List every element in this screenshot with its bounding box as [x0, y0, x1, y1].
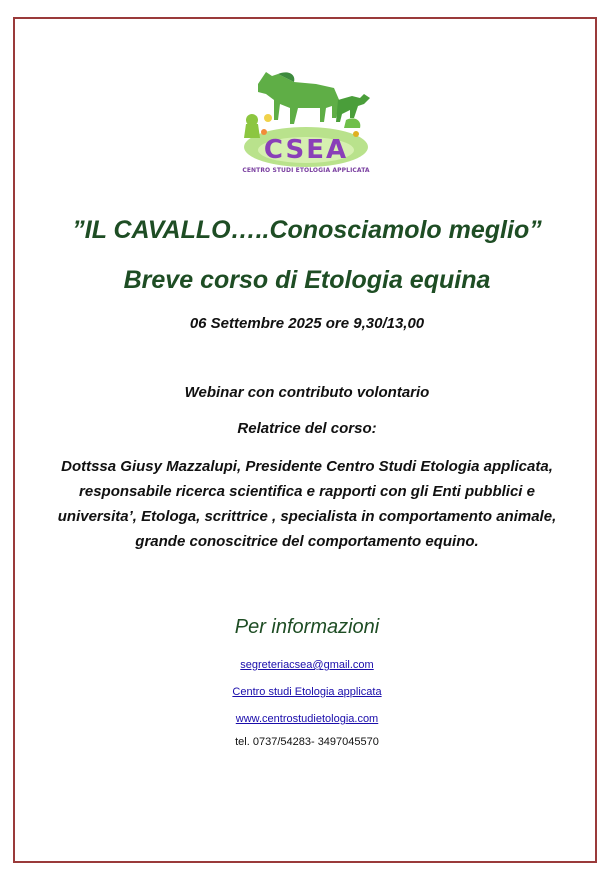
- dog-icon: [336, 94, 370, 122]
- logo-subtitle: CENTRO STUDI ETOLOGIA APPLICATA: [242, 167, 370, 174]
- speaker-bio: Dottssa Giusy Mazzalupi, Presidente Centro Studi Etologia applicata, responsabile ricerca scientifica e rapporti con gli Enti pubblici e universita’, Etologa, scrittrice , specialista in comportamento animale, grande conoscitrice del comportamento equino.: [57, 458, 557, 550]
- website-link[interactable]: www.centrostudietologia.com: [235, 713, 379, 725]
- logo-acronym: CSEA: [263, 135, 349, 165]
- info-heading: Per informazioni: [234, 616, 380, 638]
- course-subtitle: Breve corso di Etologia equina: [123, 266, 491, 294]
- org-link[interactable]: Centro studi Etologia applicata: [232, 686, 382, 698]
- csea-logo: [236, 62, 376, 180]
- email-link[interactable]: segreteriacsea@gmail.com: [240, 659, 374, 671]
- webinar-note: Webinar con contributo volontario: [184, 384, 430, 401]
- speaker-label: Relatrice del corso:: [237, 420, 377, 437]
- event-date: 06 Settembre 2025 ore 9,30/13,00: [189, 315, 425, 332]
- phone-number: tel. 0737/54283- 3497045570: [235, 736, 379, 748]
- main-title: ”IL CAVALLO…..Conosciamolo meglio”: [72, 216, 542, 244]
